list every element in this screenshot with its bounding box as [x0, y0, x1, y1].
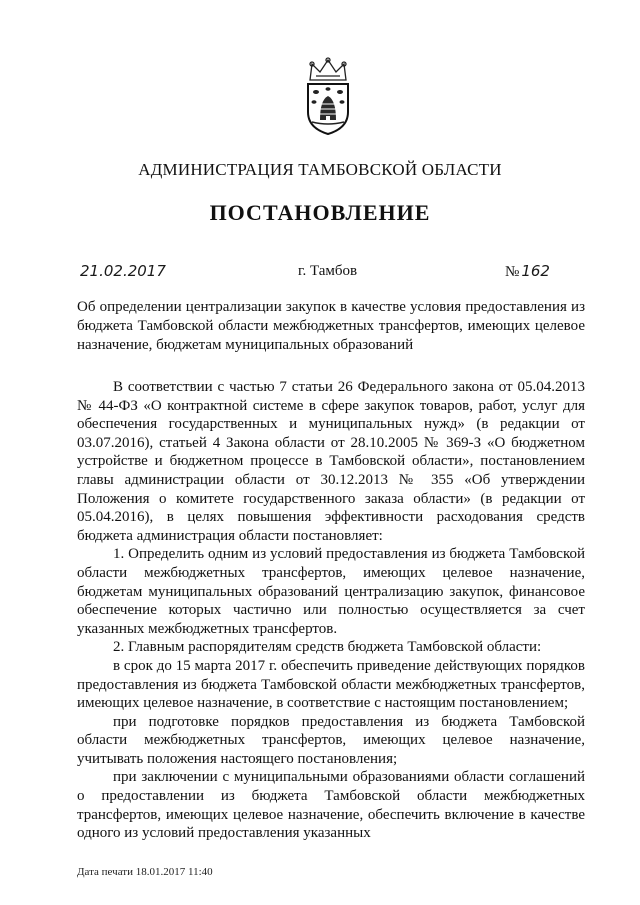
paragraph-subitem-preparation: при подготовке порядков предоставления из бюджета Тамбовской области межбюджетных трансфертов, имеющих целевое назначение, учитывать положения настоящего постановления;: [77, 713, 585, 767]
number-label: №: [505, 264, 520, 280]
document-subject: Об определении централизации закупок в качестве условия предоставления из бюджета Тамбовской области межбюджетных трансфертов, имеющих целевое назначение, бюджетам муниципальных образований: [77, 299, 585, 353]
organization-name: АДМИНИСТРАЦИЯ ТАМБОВСКОЙ ОБЛАСТИ: [138, 160, 502, 179]
document-number: [505, 262, 550, 281]
number-value: 162: [521, 262, 550, 280]
paragraph-preamble: В соответствии с частью 7 статьи 26 Федерального закона от 05.04.2013 № 44-ФЗ «О контрактной системе в сфере закупок товаров, работ, услуг для обеспечения государственных и муниципальных нужд» (в редакции от 03.07.2016), статьей 4 Закона области от 28.10.2005 № 369-З «О бюджетном устройстве и бюджетном процессе в Тамбовской области», постановлением главы администрации области от 30.12.2013 № 355 «Об утверждении Положения о комитете государственного заказа области» (в редакции от 05.04.2016), в целях повышения эффективности расходования средств бюджета администрация области постановляет:: [77, 379, 585, 544]
print-date: Дата печати 18.01.2017 11:40: [77, 866, 213, 878]
document-type-title: ПОСТАНОВЛЕНИЕ: [209, 200, 431, 225]
paragraph-item-1: 1. Определить одним из условий предоставления из бюджета Тамбовской области межбюджетных трансфертов, имеющих целевое назначение, бюджетам муниципальных образований централизацию закупок, финансовое обеспечение которых частично или полностью осуществляется за счет указанных межбюджетных трансфертов.: [77, 546, 585, 637]
paragraph-subitem-deadline: в срок до 15 марта 2017 г. обеспечить приведение действующих порядков предоставления из бюджета Тамбовской области межбюджетных трансфертов, имеющих целевое назначение, в соответствие с настоящим постановлением;: [77, 657, 585, 712]
paragraph-subitem-agreements: при заключении с муниципальными образованиями области соглашений о предоставлении из бюджета Тамбовской области межбюджетных трансфертов, имеющих целевое назначение, обеспечить включение в качестве одного из условий предоставления указанных: [77, 769, 585, 842]
document-body: [77, 378, 585, 843]
document-city: г. Тамбов: [298, 263, 358, 279]
document-date: 21.02.2017: [80, 262, 166, 280]
paragraph-item-2: 2. Главным распорядителям средств бюджета Тамбовской области:: [113, 639, 542, 656]
coat-of-arms-icon: [298, 56, 358, 136]
